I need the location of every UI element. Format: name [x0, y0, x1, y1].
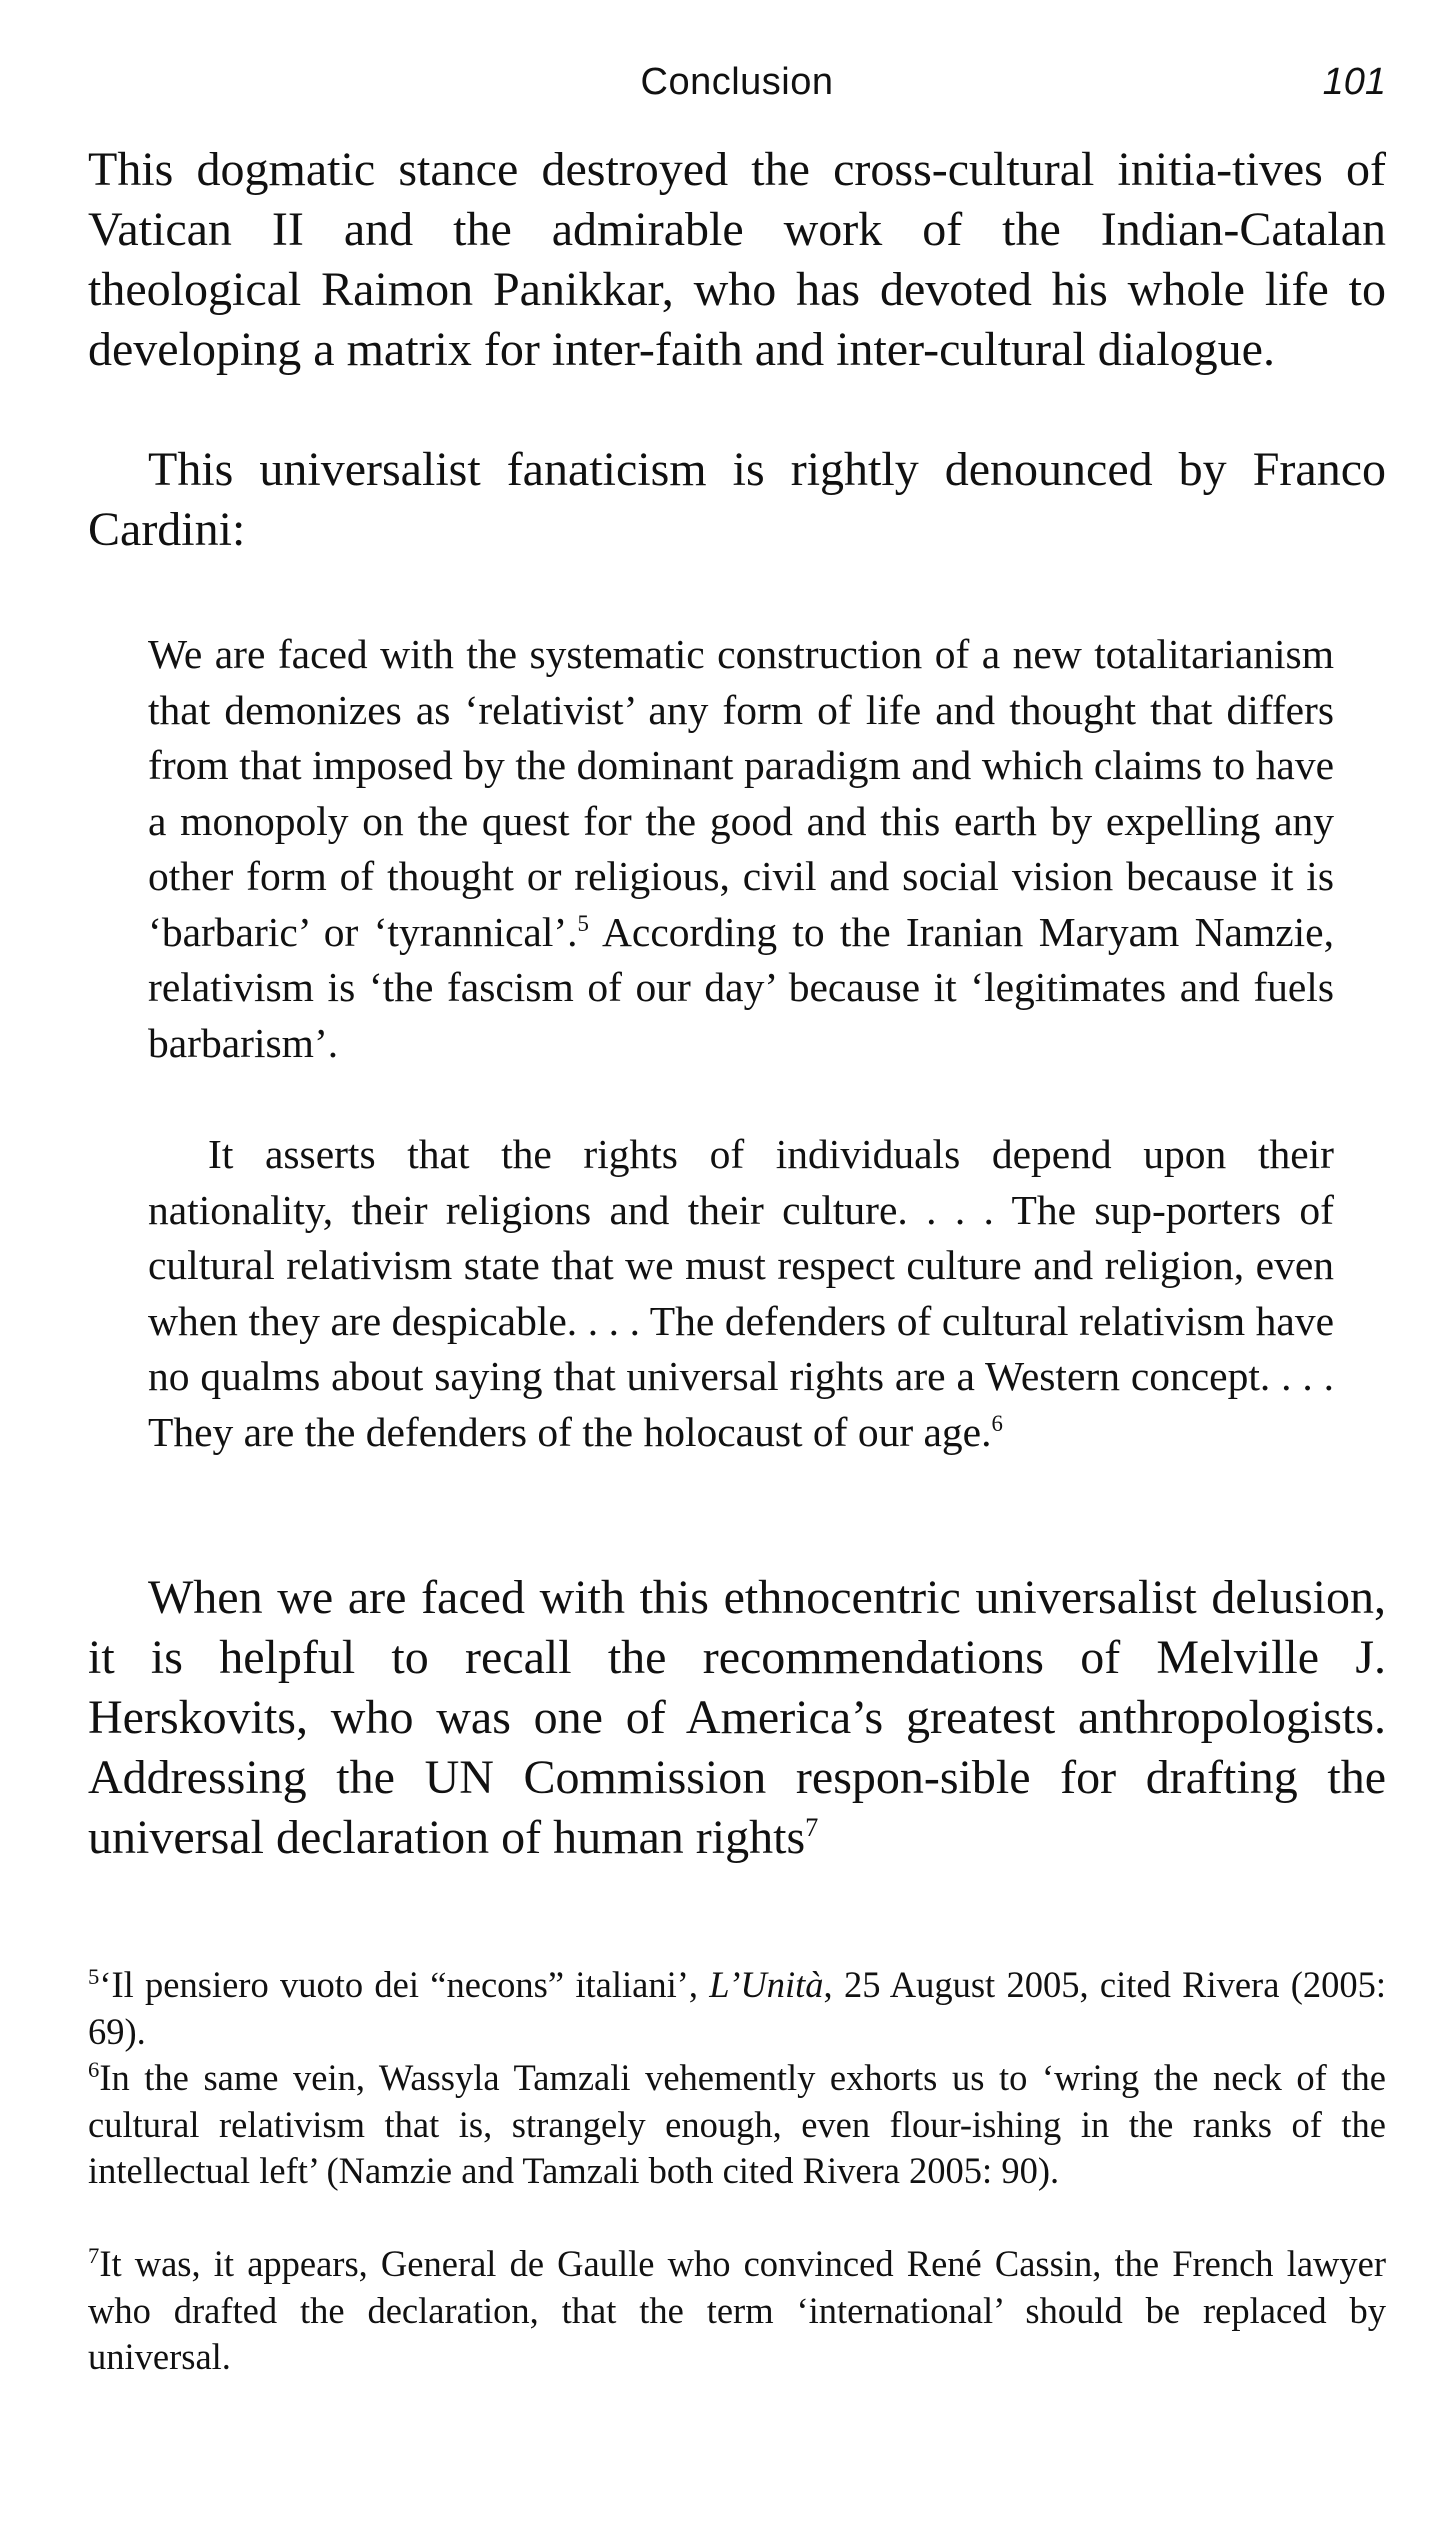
paragraph-body: When we are faced with this ethnocentric universalist delusion, it is helpful to recall the recommendations of Melville J. Herskovits, who was one of America’s greatest anthropologists. Addressing the UN Commission respon-sible for drafting the universal declaration of human rights [88, 1571, 1386, 1864]
body-paragraph-2 [88, 440, 1386, 560]
quote-text: It asserts that the rights of individuals depend upon their nationality, their religions and their culture. . . . The sup-porters of cultural relativism state that we must respect culture and religion, even when they are despicable. . . . The defenders of cultural relativism have no qualms about saying that universal rights are a Western concept. . . . They are the defenders of the holocaust of our age. [148, 1131, 1334, 1455]
quote-text-tail: According to the Iranian Maryam Namzie, relativism is ‘the fascism of our day’ because it ‘legitimates and fuels barbarism’. [148, 908, 1334, 1066]
body-paragraph-1 [88, 140, 1386, 380]
running-head [88, 52, 1386, 112]
footnote-7 [88, 2241, 1386, 2381]
paragraph-text [88, 1568, 1386, 1868]
footnote-mark: 5 [88, 1963, 100, 1989]
footnote-post: , 25 August 2005, cited Rivera (2005: 69). [88, 1964, 1386, 2052]
footnote-ref-7: 7 [805, 1812, 819, 1842]
footnote-body: It was, it appears, General de Gaulle who convinced René Cassin, the French lawyer who drafted the declaration, that the term ‘international’ should be replaced by universal. [88, 2243, 1386, 2377]
block-quote-2 [148, 1127, 1334, 1460]
page-number: 101 [1322, 61, 1386, 103]
footnote-mark: 6 [88, 2056, 100, 2082]
footnote-6 [88, 2055, 1386, 2195]
footnote-italic-title: L’Unità [709, 1964, 824, 2005]
footnote-pre: ‘Il pensiero vuoto dei “necons” italiani’, [99, 1964, 710, 2005]
body-paragraph-3 [88, 1568, 1386, 1868]
footnote-ref-5: 5 [577, 910, 589, 936]
footnote-ref-6: 6 [991, 1410, 1003, 1436]
paragraph-text: This dogmatic stance destroyed the cross-cultural initia-tives of Vatican II and the admirable work of the Indian-Catalan theological Raimon Panikkar, who has devoted his whole life to developing a matrix for inter-faith and inter-cultural dialogue. [88, 143, 1386, 376]
quote-paragraph [148, 1127, 1334, 1460]
footnote-5 [88, 1962, 1386, 2055]
footnote-mark: 7 [88, 2242, 100, 2268]
footnote-text [88, 2241, 1386, 2381]
paragraph-text: This universalist fanaticism is rightly denounced by Franco Cardini: [88, 443, 1386, 556]
footnote-text [88, 1962, 1386, 2055]
quote-text: We are faced with the systematic construction of a new totalitarianism that demonizes as ‘relativist’ any form of life and thought that differs from that imposed by the dominant paradigm and which claims to have a monopoly on the quest for the good and this earth by expelling any other form of thought or religious, civil and social vision because it is ‘barbaric’ or ‘tyrannical’. [148, 631, 1334, 955]
running-title: Conclusion [640, 61, 834, 103]
quote-paragraph [148, 627, 1334, 1071]
footnote-text [88, 2055, 1386, 2195]
block-quote-1 [148, 627, 1334, 1071]
footnote-body: In the same vein, Wassyla Tamzali vehemently exhorts us to ‘wring the neck of the cultural relativism that is, strangely enough, even flour-ishing in the ranks of the intellectual left’ (Namzie and Tamzali both cited Rivera 2005: 90). [88, 2057, 1386, 2191]
